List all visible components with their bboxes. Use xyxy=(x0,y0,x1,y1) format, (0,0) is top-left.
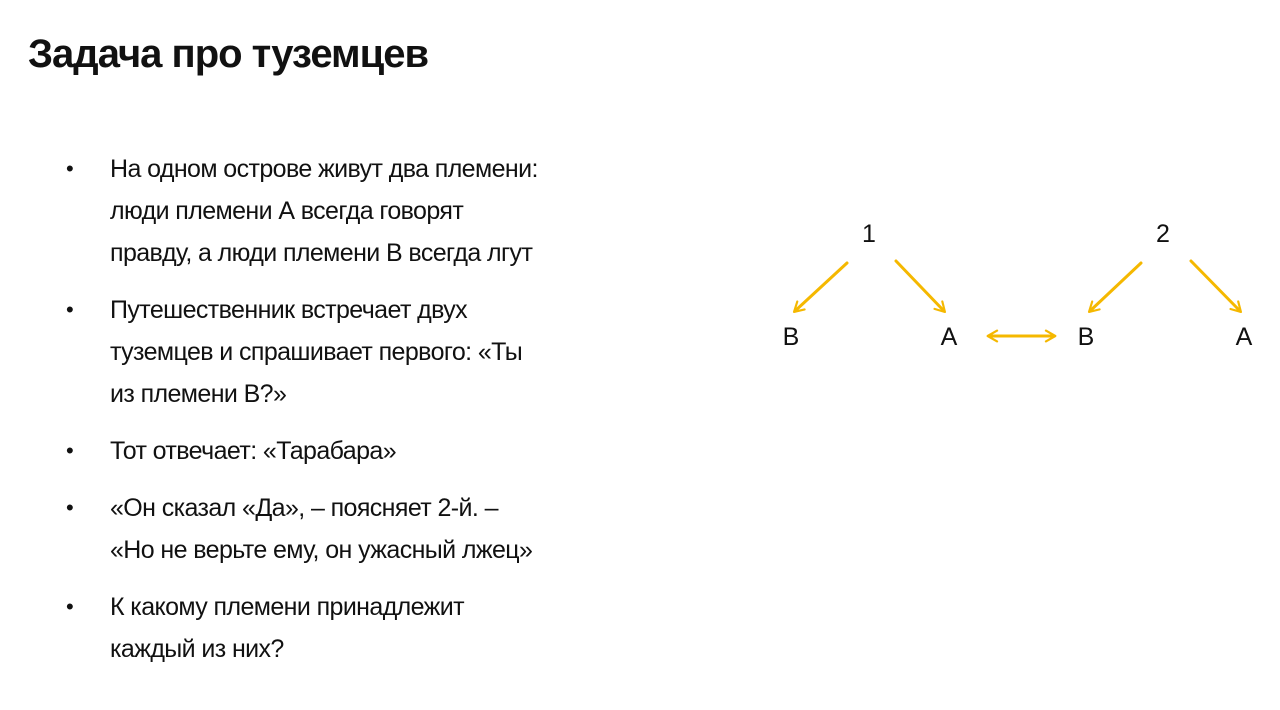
bullet-marker: • xyxy=(66,495,74,520)
bullet-line: правду, а люди племени В всегда лгут xyxy=(110,239,533,267)
arrow-1-to-b xyxy=(795,263,847,311)
bullet-line: туземцев и спрашивает первого: «Ты xyxy=(110,338,523,366)
bullet-line: К какому племени принадлежит xyxy=(110,593,465,621)
bullet-marker: • xyxy=(66,438,74,463)
arrow-2-to-a xyxy=(1191,261,1240,311)
arrow-1-to-a xyxy=(896,261,944,311)
native-1-option-b: В xyxy=(782,323,800,351)
bullet-line: «Он сказал «Да», – поясняет 2-й. – xyxy=(110,494,498,522)
native-2-label: 2 xyxy=(1156,220,1170,248)
bullet-line: «Но не верьте ему, он ужасный лжец» xyxy=(110,536,533,564)
bullet-marker: • xyxy=(66,594,74,619)
bullet-line: каждый из них? xyxy=(110,635,284,663)
bullet-line: люди племени А всегда говорят xyxy=(110,197,464,225)
bullet-marker: • xyxy=(66,297,74,322)
native-2-option-a: А xyxy=(1235,323,1253,351)
bullet-marker: • xyxy=(66,156,74,181)
bullet-line: На одном острове живут два племени: xyxy=(110,155,538,183)
bullet-line: Тот отвечает: «Тарабара» xyxy=(110,437,397,465)
bullet-line: Путешественник встречает двух xyxy=(110,296,468,324)
native-2-option-b: В xyxy=(1077,323,1095,351)
bullet-line: из племени В?» xyxy=(110,380,287,408)
native-1-label: 1 xyxy=(862,220,876,248)
arrow-2-to-b xyxy=(1090,263,1141,311)
native-1-option-a: А xyxy=(940,323,958,351)
slide-title: Задача про туземцев xyxy=(28,32,429,76)
